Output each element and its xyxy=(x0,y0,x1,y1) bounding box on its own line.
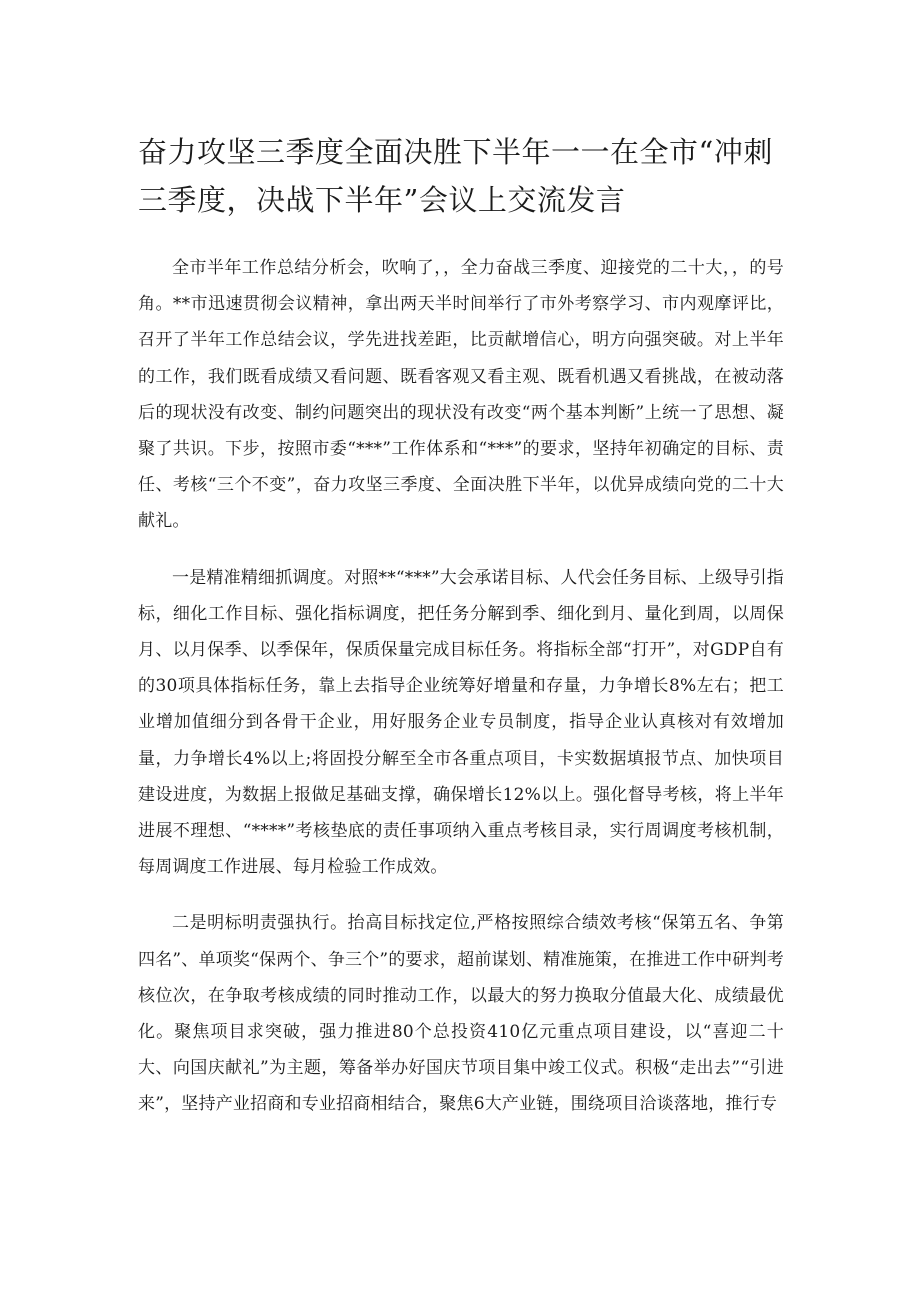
paragraph-point-two: 二是明标明责强执行。抬高目标找定位,严格按照综合绩效考核“保第五名、争第四名”、单项奖“保两个、争三个”的要求，超前谋划、精准施策，在推进工作中研判考核位次，在争取考核成绩的同时推动工作，以最大的努力换取分值最大化、成绩最优化。聚焦项目求突破，强力推进80个总投资410亿元重点项目建设，以“喜迎二十大、向国庆献礼”为主题，筹备举办好国庆节项目集中竣工仪式。积极“走出去”“引进来”，坚持产业招商和专业招商相结合，聚焦6大产业链，围绕项目洽谈落地，推行专 xyxy=(138,913,784,1115)
paragraph-intro: 全市半年工作总结分析会，吹响了，，全力奋战三季度、迎接党的二十大，，的号角。**市迅速贯彻会议精神，拿出两天半时间举行了市外考察学习、市内观摩评比，召开了半年工作总结会议，学先进找差距，比贡献增信心，明方向强突破。对上半年的工作，我们既看成绩又看问题、既看客观又看主观、既看机遇又看挑战，在被动落后的现状没有改变、制约问题突出的现状没有改变“两个基本判断”上统一了思想、凝聚了共识。下步，按照市委“***”工作体系和“***”的要求，坚持年初确定的目标、责任、考核“三个不变”，奋力攻坚三季度、全面决胜下半年，以优异成绩向党的二十大献礼。 xyxy=(138,258,784,532)
document-title: 奋力攻坚三季度全面决胜下半年一一在全市“冲刺三季度，决战下半年”会议上交流发言 xyxy=(138,135,773,217)
paragraph-point-one: 一是精准精细抓调度。对照**“***”大会承诺目标、人代会任务目标、上级导引指标，细化工作目标、强化指标调度，把任务分解到季、细化到月、量化到周，以周保月、以月保季、以季保年，保质保量完成目标任务。将指标全部“打开”，对GDP自有的30项具体指标任务，靠上去指导企业统筹好增量和存量，力争增长8%左右；把工业增加值细分到各骨干企业，用好服务企业专员制度，指导企业认真核对有效增加量，力争增长4%以上;将固投分解至全市各重点项目，卡实数据填报节点、加快项目建设进度，为数据上报做足基础支撑，确保增长12%以上。强化督导考核，将上半年进展不理想、“****”考核垫底的责任事项纳入重点考核目录，实行周调度考核机制，每周调度工作进展、每月检验工作成效。 xyxy=(138,567,784,878)
